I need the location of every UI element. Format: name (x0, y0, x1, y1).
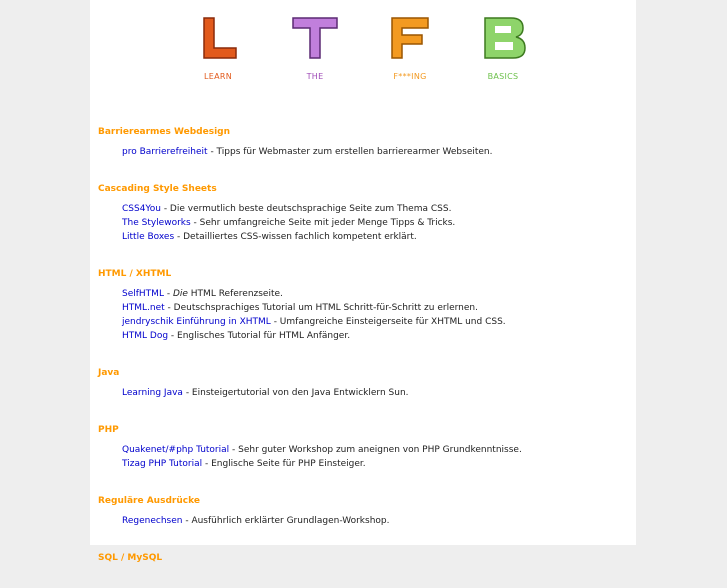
list-item (122, 315, 628, 329)
section-sql-mysql (98, 553, 628, 563)
entry-emphasis: Die (172, 289, 188, 299)
section-css (98, 184, 628, 244)
link-css4you[interactable]: CSS4You (122, 204, 161, 214)
list-item (122, 202, 628, 216)
section-regex (98, 496, 628, 528)
logo-letter-b (458, 14, 548, 81)
section-html-xhtml (98, 269, 628, 343)
entry-description: - (163, 289, 173, 299)
entry-description: - Sehr umfangreiche Seite mit jeder Menge Tipps & Tricks. (190, 218, 456, 228)
page-container (90, 0, 636, 563)
list-item (122, 145, 628, 159)
entry-description: - Ausführlich erklärter Grundlagen-Workshop. (182, 516, 390, 526)
entry-description: - Deutschsprachiges Tutorial um HTML Schritt-für-Schritt zu erlernen. (164, 303, 478, 313)
link-pro-barrierefreiheit[interactable]: pro Barrierefreiheit (122, 147, 208, 157)
link-selfhtml[interactable]: SelfHTML (122, 289, 164, 299)
logo-word-basics: BASICS (487, 72, 519, 81)
logo-word-the: THE (306, 72, 324, 81)
link-directory (98, 127, 628, 588)
list-item (122, 287, 628, 301)
entry-description: - Englische Seite für PHP Einsteiger. (202, 459, 366, 469)
entry-description: - Umfangreiche Einsteigerseite für XHTML und CSS. (270, 317, 506, 327)
section-barrierearmes-webdesign (98, 127, 628, 159)
link-html-net[interactable]: HTML.net (122, 303, 165, 313)
section-php (98, 425, 628, 471)
list-item (122, 216, 628, 230)
section-title: Reguläre Ausdrücke (98, 496, 200, 506)
section-title: Java (98, 368, 120, 378)
section-title: Barrierearmes Webdesign (98, 127, 231, 137)
list-item (122, 443, 628, 457)
section-java (98, 368, 628, 400)
list-item (122, 386, 628, 400)
logo-word-learn: LEARN (203, 72, 233, 81)
list-item (122, 329, 628, 343)
entry-description: - Tipps für Webmaster zum erstellen barrierearmer Webseiten. (207, 147, 493, 157)
section-title: HTML / XHTML (98, 269, 172, 279)
list-item (122, 301, 628, 315)
list-item (122, 514, 628, 528)
logo-l-icon (190, 14, 246, 60)
link-jendryschik[interactable]: jendryschik Einführung in XHTML (122, 317, 271, 327)
entry-description: - Die vermutlich beste deutschsprachige Seite zum Thema CSS. (160, 204, 452, 214)
link-little-boxes[interactable]: Little Boxes (122, 232, 175, 242)
link-html-dog[interactable]: HTML Dog (122, 331, 169, 341)
section-title: Cascading Style Sheets (98, 184, 217, 194)
list-item (122, 230, 628, 244)
section-title: SQL / MySQL (98, 553, 163, 563)
entry-description: HTML Referenzseite. (187, 289, 283, 299)
logo-letter-l (173, 14, 263, 81)
logo-b-icon (475, 14, 531, 60)
list-item (122, 457, 628, 471)
entry-description: - Einsteigertutorial von den Java Entwicklern Sun. (182, 388, 409, 398)
link-styleworks[interactable]: The Styleworks (122, 218, 191, 228)
entry-description: - Englisches Tutorial für HTML Anfänger. (168, 331, 351, 341)
logo-letter-t (270, 14, 360, 81)
link-learning-java[interactable]: Learning Java (122, 388, 183, 398)
section-title: PHP (98, 425, 119, 435)
logo-t-icon (287, 14, 343, 60)
logo-letter-f (365, 14, 455, 81)
link-regenechsen[interactable]: Regenechsen (122, 516, 183, 526)
link-quakenet-php[interactable]: Quakenet/#php Tutorial (122, 445, 230, 455)
link-tizag-php[interactable]: Tizag PHP Tutorial (122, 459, 203, 469)
entry-description: - Detailliertes CSS-wissen fachlich kompetent erklärt. (174, 232, 417, 242)
site-logo[interactable] (90, 0, 636, 100)
logo-word-fing: F***ING (393, 72, 427, 81)
entry-description: - Sehr guter Workshop zum aneignen von PHP Grundkenntnisse. (229, 445, 522, 455)
logo-f-icon (382, 14, 438, 60)
